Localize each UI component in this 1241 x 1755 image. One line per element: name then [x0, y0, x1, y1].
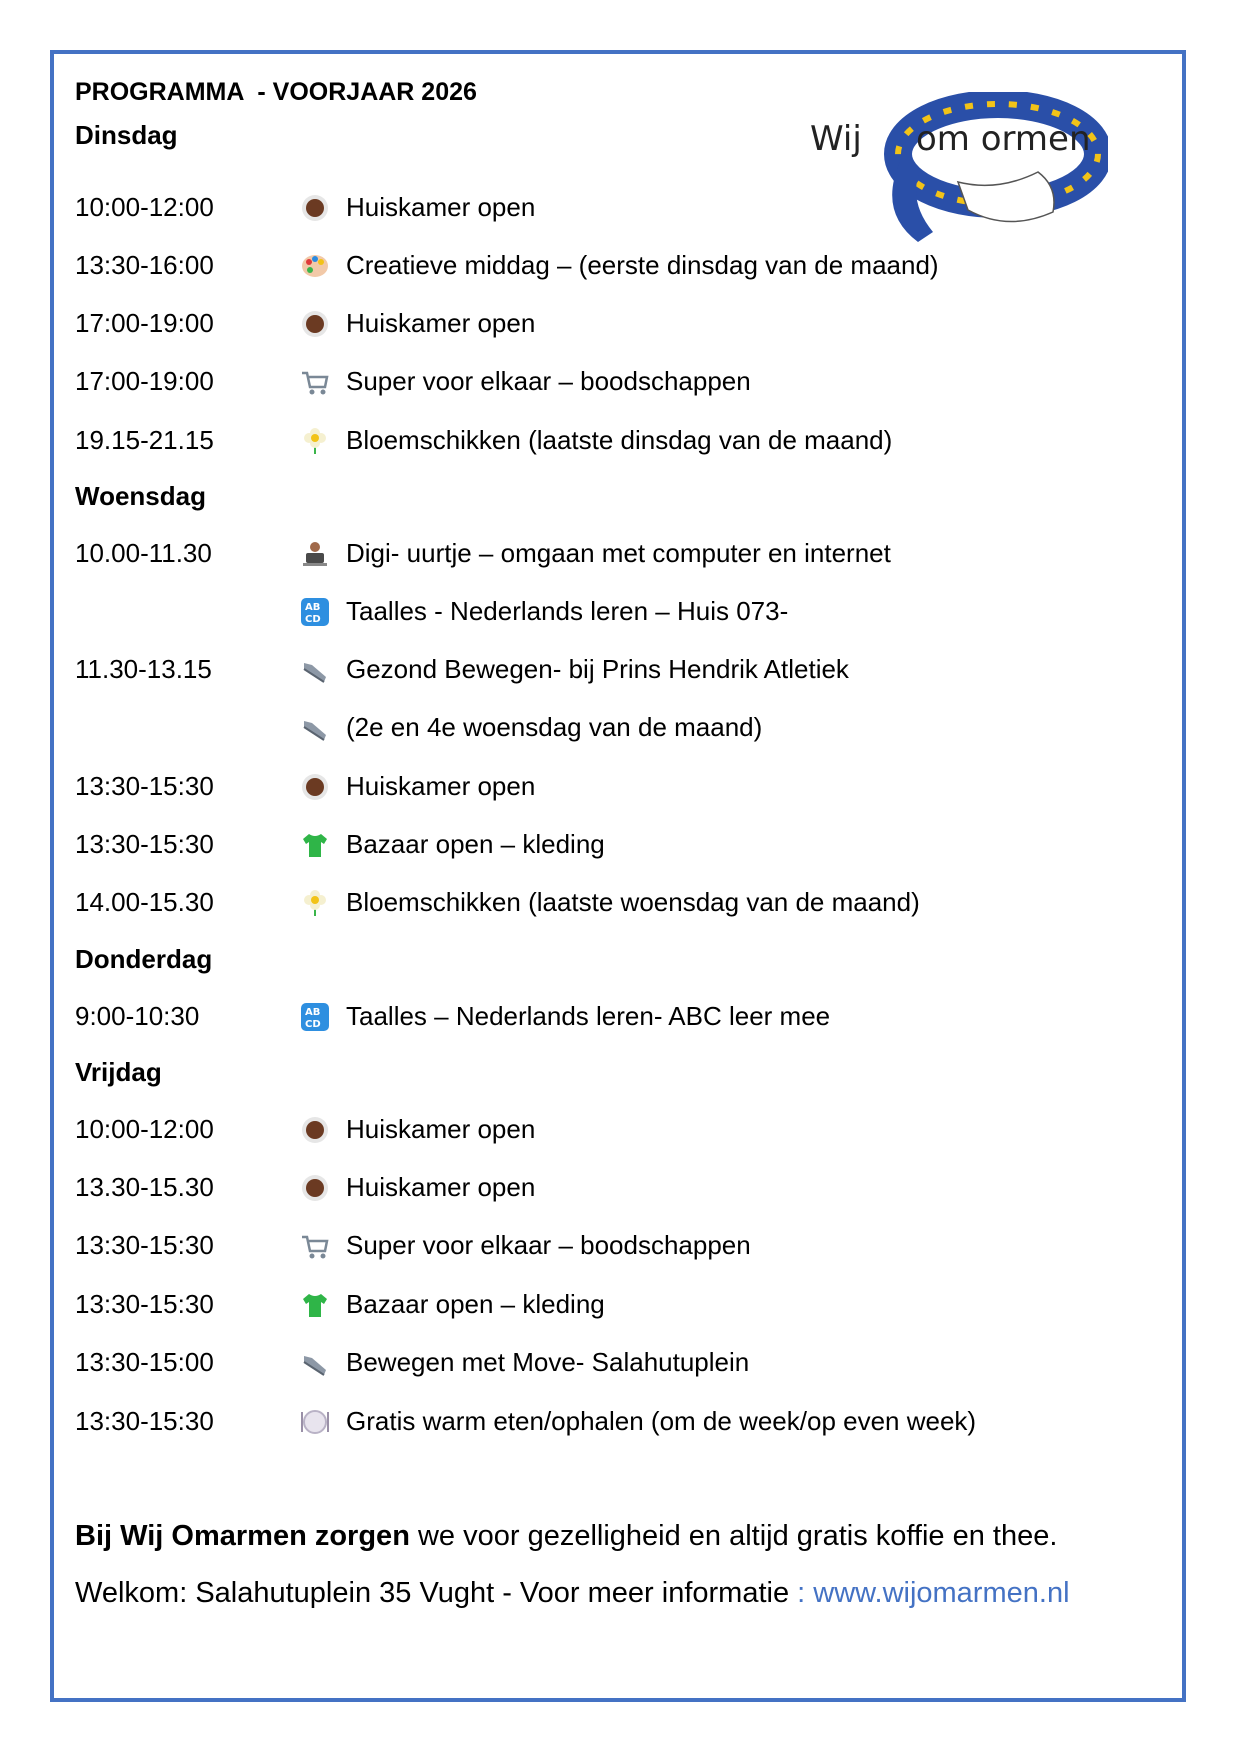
- row-time: 13:30-15:30: [75, 829, 214, 859]
- row-time: 11.30-13.15: [75, 654, 212, 684]
- tshirt-icon: [300, 1290, 330, 1320]
- svg-text:CD: CD: [305, 614, 321, 625]
- page-border: [50, 50, 1186, 1702]
- row-activity: (2e en 4e woensdag van de maand): [346, 712, 763, 742]
- wij-omarmen-logo: [808, 92, 1108, 252]
- row-time: 13:30-15:00: [75, 1347, 214, 1377]
- row-activity: Huiskamer open: [346, 308, 536, 338]
- coffee-icon: [300, 1115, 330, 1145]
- row-activity: Huiskamer open: [346, 192, 536, 222]
- footer-tagline: [75, 1520, 1057, 1553]
- coffee-icon: [300, 193, 330, 223]
- row-time: 10:00-12:00: [75, 192, 214, 222]
- row-activity: Bazaar open – kleding: [346, 829, 605, 859]
- row-activity: Gezond Bewegen- bij Prins Hendrik Atletiek: [346, 654, 849, 684]
- row-activity: Bloemschikken (laatste dinsdag van de maand): [346, 425, 893, 455]
- row-time: 13:30-15:30: [75, 771, 214, 801]
- row-activity: Bazaar open – kleding: [346, 1289, 605, 1319]
- abcd-icon: [300, 597, 330, 627]
- website-link[interactable]: : www.wijomarmen.nl: [789, 1577, 1070, 1609]
- row-activity: Taalles - Nederlands leren – Huis 073-: [346, 596, 789, 626]
- footer-address-text: Welkom: Salahutuplein 35 Vught - Voor meer informatie: [75, 1577, 790, 1609]
- laptop-person-icon: [300, 539, 330, 569]
- flower-icon: [300, 888, 330, 918]
- row-activity: Super voor elkaar – boodschappen: [346, 1230, 751, 1260]
- row-activity: Bloemschikken (laatste woensdag van de maand): [346, 887, 920, 917]
- svg-text:CD: CD: [305, 1019, 321, 1030]
- page-title: PROGRAMMA - VOORJAAR 2026: [75, 78, 477, 106]
- plate-icon: [300, 1407, 330, 1437]
- row-activity: Taalles – Nederlands leren- ABC leer mee: [346, 1001, 831, 1031]
- coffee-icon: [300, 1173, 330, 1203]
- row-activity: Huiskamer open: [346, 1114, 536, 1144]
- row-time: 17:00-19:00: [75, 308, 214, 338]
- row-activity: Bewegen met Move- Salahutuplein: [346, 1347, 750, 1377]
- row-time: 14.00-15.30: [75, 887, 214, 917]
- footer-address: [75, 1577, 1070, 1610]
- row-activity: Huiskamer open: [346, 1172, 536, 1202]
- footer-tagline-bold: Bij Wij Omarmen zorgen: [75, 1520, 410, 1552]
- shopping-cart-icon: [300, 1231, 330, 1261]
- row-time: 13:30-15:30: [75, 1230, 214, 1260]
- row-activity: Huiskamer open: [346, 771, 536, 801]
- abcd-icon: [300, 1002, 330, 1032]
- day-heading-donderdag: Donderdag: [75, 944, 213, 974]
- logo-word-omarmen: om ormen: [916, 119, 1091, 159]
- row-time: 9:00-10:30: [75, 1001, 200, 1031]
- coffee-icon: [300, 309, 330, 339]
- row-time: 13:30-15:30: [75, 1406, 214, 1436]
- row-time: 13:30-16:00: [75, 250, 214, 280]
- sneaker-icon: [300, 1348, 330, 1378]
- footer-tagline-rest: we voor gezelligheid en altijd gratis koffie en thee.: [409, 1520, 1058, 1552]
- row-activity: Gratis warm eten/ophalen (om de week/op even week): [346, 1406, 977, 1436]
- palette-icon: [300, 251, 330, 281]
- row-time: 17:00-19:00: [75, 366, 214, 396]
- shopping-cart-icon: [300, 367, 330, 397]
- row-time: 10.00-11.30: [75, 538, 212, 568]
- day-heading-dinsdag: Dinsdag: [75, 120, 178, 150]
- coffee-icon: [300, 772, 330, 802]
- row-activity: Super voor elkaar – boodschappen: [346, 366, 751, 396]
- row-activity: Digi- uurtje – omgaan met computer en internet: [346, 538, 891, 568]
- sneaker-icon: [300, 655, 330, 685]
- row-time: 13.30-15.30: [75, 1172, 214, 1202]
- tshirt-icon: [300, 830, 330, 860]
- svg-text:AB: AB: [305, 1007, 321, 1018]
- sneaker-icon: [300, 713, 330, 743]
- day-heading-vrijdag: Vrijdag: [75, 1057, 162, 1087]
- day-heading-woensdag: Woensdag: [75, 481, 206, 511]
- row-time: 13:30-15:30: [75, 1289, 214, 1319]
- logo-word-wij: Wij: [810, 119, 862, 159]
- flower-icon: [300, 426, 330, 456]
- row-activity: Creatieve middag – (eerste dinsdag van de maand): [346, 250, 939, 280]
- row-time: 19.15-21.15: [75, 425, 214, 455]
- row-time: 10:00-12:00: [75, 1114, 214, 1144]
- svg-text:AB: AB: [305, 602, 321, 613]
